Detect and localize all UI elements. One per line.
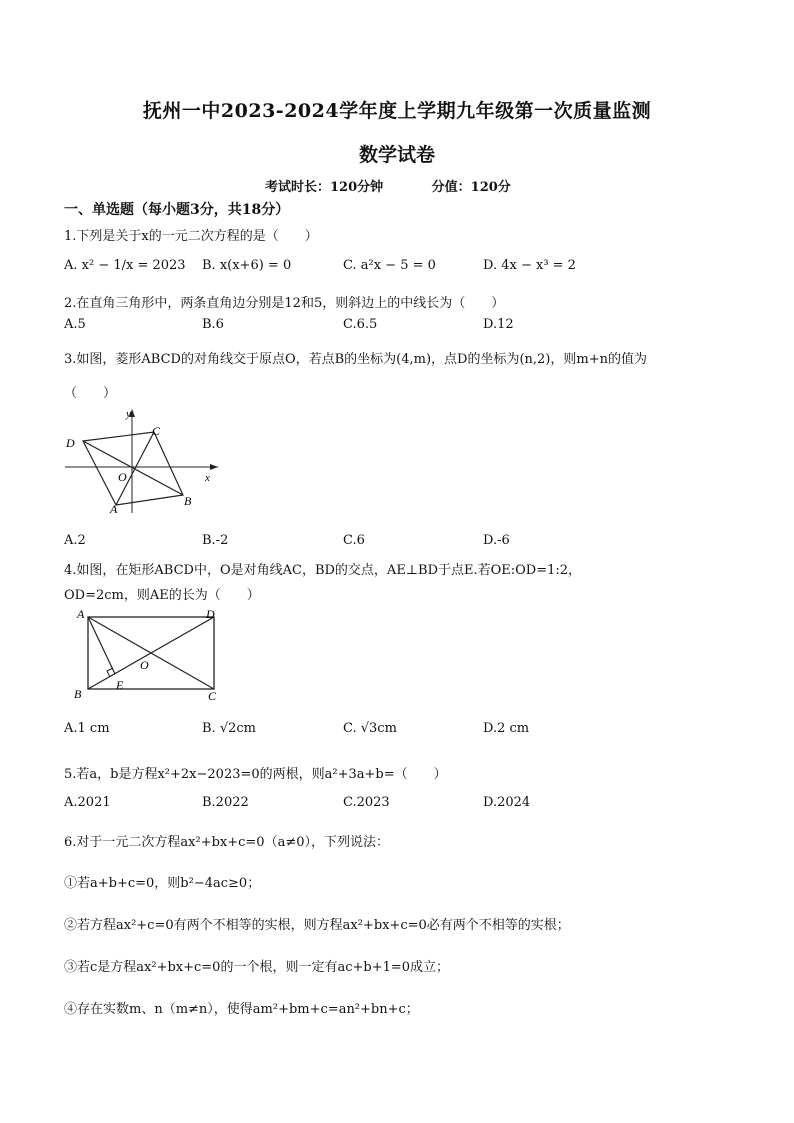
question-4-line2: OD=2cm，则AE的长为（ ） [64, 588, 260, 603]
q6-statement-1: ①若a+b+c=0，则b²−4ac≥0； [64, 876, 261, 891]
q4-option-a: A.1 cm [64, 721, 110, 736]
q1-option-c: C. a²x − 5 = 0 [343, 258, 436, 273]
section-heading: 一、单选题（每小题3分，共18分） [64, 202, 290, 218]
label-b: B [74, 687, 82, 701]
question-2: 2.在直角三角形中，两条直角边分别是12和5，则斜边上的中线长为（ ） [64, 296, 505, 311]
label-c: C [152, 424, 161, 438]
q3-option-a: A.2 [64, 533, 86, 548]
question-5: 5.若a，b是方程x²+2x−2023=0的两根，则a²+3a+b=（ ） [64, 767, 447, 782]
page-title: 抚州一中2023-2024学年度上学期九年级第一次质量监测 [142, 100, 652, 122]
label-c: C [208, 689, 217, 703]
label-d: D [206, 607, 215, 621]
diagonal-ca [116, 432, 154, 505]
question-6: 6.对于一元二次方程ax²+bx+c=0（a≠0），下列说法： [64, 835, 389, 850]
question-3: 3.如图，菱形ABCD的对角线交于原点O，若点B的坐标为(4,m)，点D的坐标为(n,2)，则m+n的值为 [64, 352, 647, 367]
q1-option-a: A. x² − 1/x = 2023 [64, 258, 186, 273]
exam-time: 考试时长：120分钟 [265, 180, 384, 195]
q5-option-c: C.2023 [343, 795, 390, 810]
q5-option-d: D.2024 [483, 795, 531, 810]
label-a: A [77, 607, 85, 621]
rhombus-figure [60, 405, 220, 520]
q5-option-a: A.2021 [64, 795, 111, 810]
q4-option-b: B. √2cm [202, 721, 256, 736]
label-o: O [140, 658, 149, 672]
label-x: x [205, 472, 210, 484]
label-o: O [118, 470, 127, 484]
label-y: y [126, 408, 131, 420]
q6-statement-4: ④存在实数m、n（m≠n），使得am²+bm+c=an²+bn+c； [64, 1002, 419, 1017]
q6-statement-3: ③若c是方程ax²+bx+c=0的一个根，则一定有ac+b+1=0成立； [64, 960, 450, 975]
q4-option-c: C. √3cm [343, 721, 397, 736]
q3-option-b: B.-2 [202, 533, 229, 548]
exam-meta [265, 176, 555, 195]
q1-option-d: D. 4x − x³ = 2 [483, 258, 576, 273]
q2-option-b: B.6 [202, 317, 224, 332]
q2-option-a: A.5 [64, 317, 86, 332]
label-d: D [66, 436, 75, 450]
q3-option-c: C.6 [343, 533, 365, 548]
label-a: A [110, 502, 118, 516]
page-subtitle: 数学试卷 [358, 144, 435, 166]
q3-option-d: D.-6 [483, 533, 510, 548]
x-axis-arrow [210, 464, 218, 470]
q6-statement-2: ②若方程ax²+c=0有两个不相等的实根，则方程ax²+bx+c=0必有两个不相等的实根； [64, 918, 570, 933]
question-4: 4.如图，在矩形ABCD中，O是对角线AC，BD的交点，AE⊥BD于点E.若OE:OD=1:2， [64, 563, 582, 578]
diagonal-db [83, 441, 183, 495]
question-1: 1.下列是关于x的一元二次方程的是（ ） [64, 229, 318, 244]
q4-option-d: D.2 cm [483, 721, 530, 736]
exam-score: 分值：120分 [431, 180, 511, 195]
q2-option-c: C.6.5 [343, 317, 378, 332]
label-b: B [184, 494, 192, 508]
label-e: E [116, 678, 124, 692]
question-3-paren: （ ） [64, 386, 117, 401]
q1-option-b: B. x(x+6) = 0 [202, 258, 292, 273]
q2-option-d: D.12 [483, 317, 514, 332]
segment-ae [88, 617, 115, 674]
q5-option-b: B.2022 [202, 795, 249, 810]
rectangle-figure [68, 605, 228, 703]
